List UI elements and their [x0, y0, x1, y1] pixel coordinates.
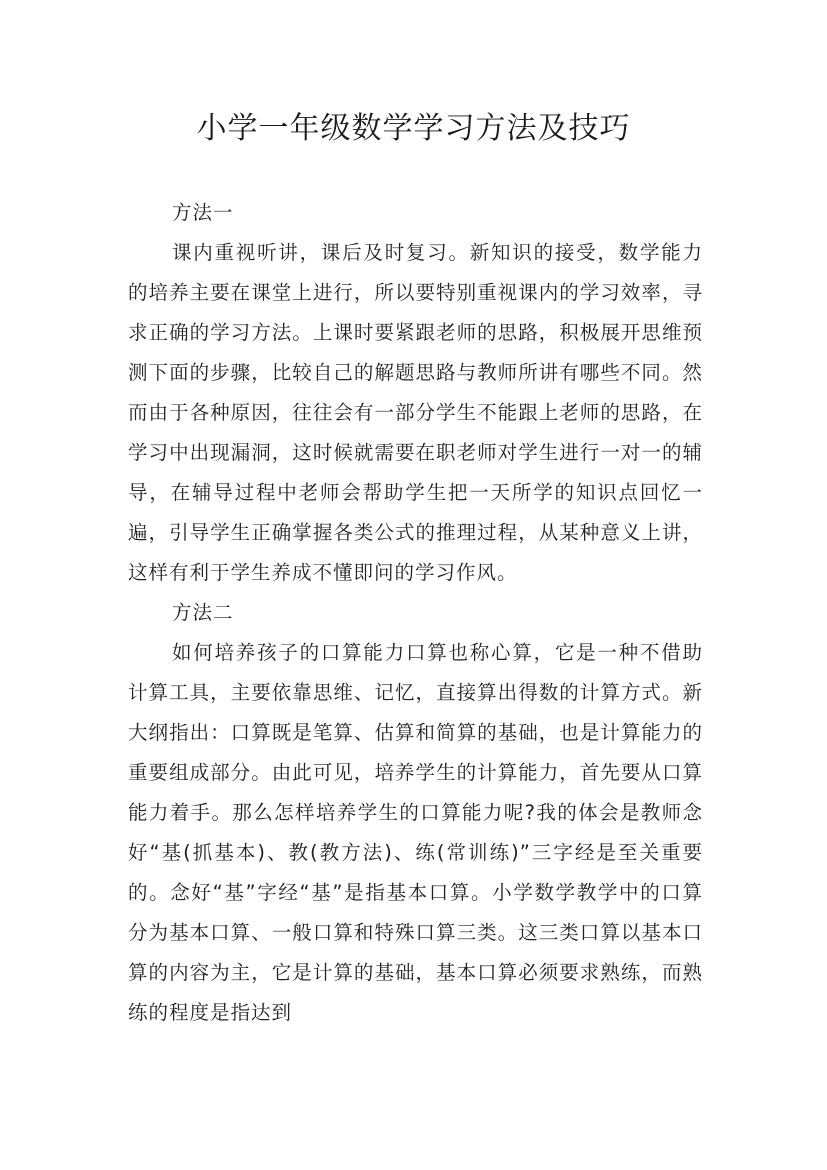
section-paragraph-2: 如何培养孩子的口算能力口算也称心算，它是一种不借助计算工具，主要依靠思维、记忆，直接算出得数的计算方式。新大纲指出：口算既是笔算、估算和简算的基础，也是计算能力的重要组成部分。由此可见，培养学生的计算能力，首先要从口算能力着手。那么怎样培养学生的口算能力呢?我的体会是教师念好“基(抓基本)、教(教方法)、练(常训练)”三字经是至关重要的。念好“基”字经“基”是指基本口算。小学数学教学中的口算分为基本口算、一般口算和特殊口算三类。这三类口算以基本口算的内容为主，它是计算的基础，基本口算必须要求熟练，而熟练的程度是指达到 — [128, 641, 703, 1024]
section-heading-2: 方法二 — [172, 601, 234, 624]
section-paragraph-1: 课内重视听讲，课后及时复习。新知识的接受，数学能力的培养主要在课堂上进行，所以要特别重视课内的学习效率，寻求正确的学习方法。上课时要紧跟老师的思路，积极展开思维预测下面的步骤，比较自己的解题思路与教师所讲有哪些不同。然而由于各种原因，往往会有一部分学生不能跟上老师的思路，在学习中出现漏洞，这时候就需要在职老师对学生进行一对一的辅导，在辅导过程中老师会帮助学生把一天所学的知识点回忆一遍，引导学生正确掌握各类公式的推理过程，从某种意义上讲，这样有利于学生养成不懂即问的学习作风。 — [128, 241, 703, 584]
document-body — [128, 193, 703, 1033]
section-heading-1: 方法一 — [172, 201, 234, 224]
page-title: 小学一年级数学学习方法及技巧 — [196, 111, 631, 146]
